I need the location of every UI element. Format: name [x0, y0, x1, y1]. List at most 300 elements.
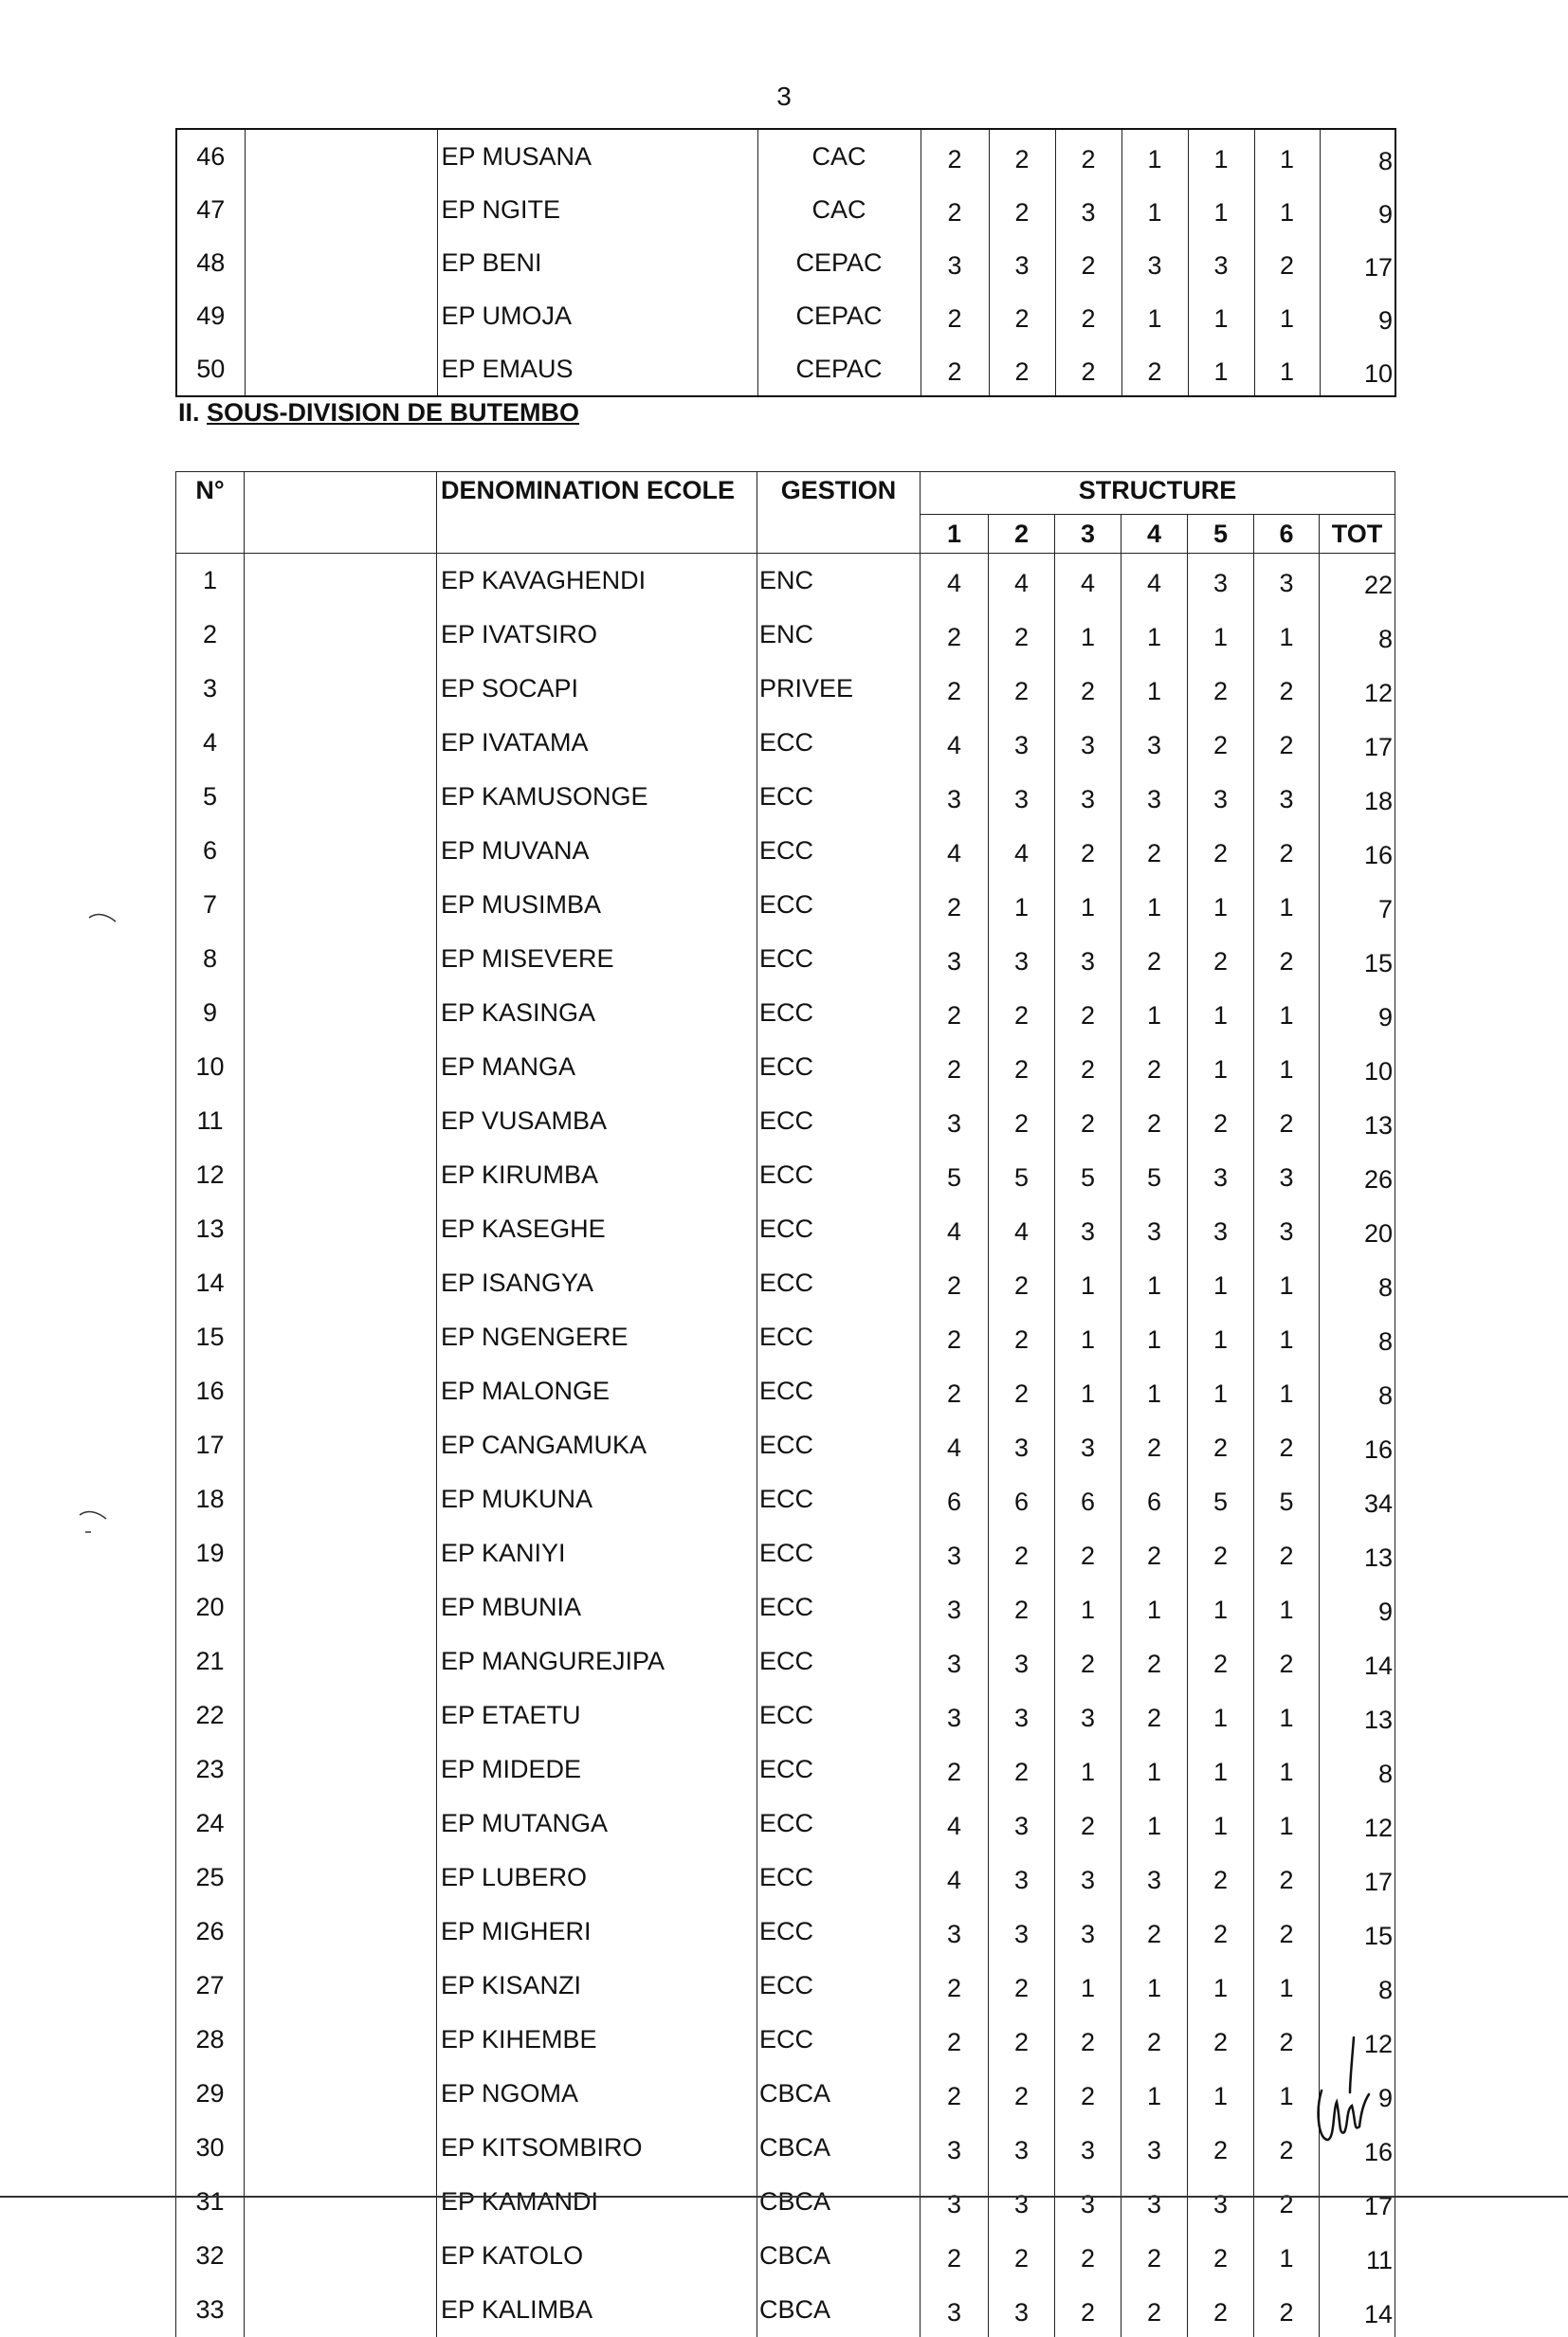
total-value: 8: [1320, 1310, 1395, 1364]
structure-value: 1: [1121, 1256, 1188, 1310]
structure-value: 3: [989, 236, 1055, 289]
structure-value: 1: [1121, 183, 1188, 236]
table-row: [176, 1256, 1395, 1310]
structure-value: 3: [921, 1526, 989, 1580]
table-row: [176, 1472, 1395, 1526]
structure-value: 3: [921, 2175, 989, 2229]
school-name: EP KISANZI: [437, 1959, 757, 2013]
row-number: 50: [176, 342, 245, 396]
structure-value: 1: [1121, 1580, 1188, 1634]
structure-value: 3: [1188, 1202, 1254, 1256]
structure-value: 2: [921, 342, 989, 396]
structure-value: 2: [1055, 1094, 1121, 1148]
structure-value: 3: [989, 1418, 1055, 1472]
structure-value: 1: [1121, 878, 1188, 932]
structure-value: 2: [921, 1040, 989, 1094]
structure-value: 2: [1121, 2229, 1188, 2283]
structure-value: 6: [921, 1472, 989, 1526]
structure-value: 2: [989, 2229, 1055, 2283]
blank-cell: [245, 1580, 437, 1634]
blank-cell: [245, 2013, 437, 2067]
structure-value: 3: [1055, 1689, 1121, 1743]
gestion-cell: ENC: [757, 554, 921, 609]
row-number: 24: [176, 1797, 245, 1851]
structure-value: 2: [1055, 1040, 1121, 1094]
total-value: 17: [1320, 236, 1395, 289]
school-name: EP IVATSIRO: [437, 608, 757, 662]
row-number: 11: [176, 1094, 245, 1148]
blank-cell: [245, 1472, 437, 1526]
gestion-cell: CAC: [757, 129, 921, 183]
row-number: 12: [176, 1148, 245, 1202]
table-row: [176, 1743, 1395, 1797]
structure-value: 3: [921, 2283, 989, 2337]
table-row: [176, 289, 1395, 342]
table-row: [176, 1689, 1395, 1743]
blank-cell: [245, 1634, 437, 1689]
school-name: EP KAMUSONGE: [437, 770, 757, 824]
gestion-cell: ECC: [757, 986, 921, 1040]
school-name: EP VUSAMBA: [437, 1094, 757, 1148]
structure-value: 3: [921, 1634, 989, 1689]
gestion-cell: ECC: [757, 1418, 921, 1472]
table-row: [176, 2229, 1395, 2283]
structure-value: 3: [989, 1905, 1055, 1959]
table-row: [176, 1905, 1395, 1959]
structure-value: 3: [921, 1905, 989, 1959]
structure-value: 3: [1121, 236, 1188, 289]
structure-value: 1: [1254, 1959, 1320, 2013]
blank-cell: [245, 1040, 437, 1094]
blank-cell: [245, 932, 437, 986]
structure-value: 2: [921, 183, 989, 236]
structure-value: 2: [1188, 2013, 1254, 2067]
structure-value: 1: [1121, 986, 1188, 1040]
structure-value: 1: [1121, 2067, 1188, 2121]
structure-value: 2: [1254, 2121, 1320, 2175]
structure-value: 1: [1188, 608, 1254, 662]
gestion-cell: ECC: [757, 1797, 921, 1851]
row-number: 7: [176, 878, 245, 932]
structure-value: 2: [1254, 1634, 1320, 1689]
structure-value: 1: [1188, 183, 1254, 236]
school-name: EP MIDEDE: [437, 1743, 757, 1797]
structure-value: 2: [1121, 1905, 1188, 1959]
school-name: EP MIGHERI: [437, 1905, 757, 1959]
header-total: TOT: [1320, 515, 1395, 554]
blank-cell: [245, 1526, 437, 1580]
structure-value: 1: [1254, 878, 1320, 932]
row-number: 5: [176, 770, 245, 824]
total-value: 17: [1320, 716, 1395, 770]
structure-value: 1: [1188, 1364, 1254, 1418]
gestion-cell: CEPAC: [757, 236, 921, 289]
structure-value: 2: [989, 1743, 1055, 1797]
structure-value: 1: [1254, 608, 1320, 662]
structure-value: 2: [989, 662, 1055, 716]
row-number: 16: [176, 1364, 245, 1418]
total-value: 9: [1320, 986, 1395, 1040]
total-value: 16: [1320, 2121, 1395, 2175]
table-row: [176, 716, 1395, 770]
gestion-cell: ECC: [757, 770, 921, 824]
total-value: 14: [1320, 2283, 1395, 2337]
structure-value: 2: [921, 2013, 989, 2067]
school-name: EP MUTANGA: [437, 1797, 757, 1851]
row-number: 32: [176, 2229, 245, 2283]
structure-value: 1: [1055, 1310, 1121, 1364]
structure-value: 2: [989, 1580, 1055, 1634]
total-value: 14: [1320, 1634, 1395, 1689]
structure-value: 3: [1055, 770, 1121, 824]
structure-value: 3: [989, 1634, 1055, 1689]
row-number: 10: [176, 1040, 245, 1094]
table-row: [176, 2067, 1395, 2121]
structure-value: 2: [1254, 2283, 1320, 2337]
gestion-cell: ECC: [757, 1094, 921, 1148]
blank-cell: [245, 1959, 437, 2013]
structure-value: 4: [921, 824, 989, 878]
structure-value: 1: [1188, 1689, 1254, 1743]
school-name: EP KATOLO: [437, 2229, 757, 2283]
structure-value: 1: [1188, 129, 1254, 183]
table-row: [176, 1202, 1395, 1256]
structure-value: 3: [1121, 770, 1188, 824]
structure-value: 3: [1188, 770, 1254, 824]
blank-cell: [245, 716, 437, 770]
school-name: EP MANGA: [437, 1040, 757, 1094]
blank-cell: [245, 1256, 437, 1310]
structure-value: 1: [1188, 289, 1254, 342]
blank-cell: [245, 1743, 437, 1797]
structure-value: 1: [1188, 878, 1254, 932]
structure-value: 2: [989, 1256, 1055, 1310]
structure-value: 1: [1188, 2067, 1254, 2121]
table-row: [176, 1418, 1395, 1472]
structure-value: 3: [921, 236, 989, 289]
row-number: 18: [176, 1472, 245, 1526]
structure-value: 2: [1055, 1526, 1121, 1580]
structure-value: 1: [1188, 1256, 1254, 1310]
structure-value: 2: [1121, 1526, 1188, 1580]
blank-cell: [245, 2283, 437, 2337]
total-value: 8: [1320, 608, 1395, 662]
structure-value: 3: [989, 932, 1055, 986]
table-row: [176, 770, 1395, 824]
structure-value: 2: [1121, 2283, 1188, 2337]
structure-value: 2: [1254, 662, 1320, 716]
structure-value: 2: [989, 129, 1055, 183]
structure-value: 1: [1254, 2067, 1320, 2121]
structure-value: 3: [1121, 716, 1188, 770]
structure-value: 2: [989, 1040, 1055, 1094]
structure-value: 3: [1055, 2175, 1121, 2229]
blank-cell: [245, 1689, 437, 1743]
table-row: [176, 2283, 1395, 2337]
school-name: EP MUSIMBA: [437, 878, 757, 932]
structure-value: 2: [989, 1364, 1055, 1418]
structure-value: 2: [1121, 932, 1188, 986]
school-name: EP MUVANA: [437, 824, 757, 878]
structure-value: 3: [1055, 716, 1121, 770]
structure-value: 2: [1188, 1526, 1254, 1580]
structure-value: 2: [1121, 1040, 1188, 1094]
total-value: 8: [1320, 1743, 1395, 1797]
structure-value: 3: [989, 2175, 1055, 2229]
structure-value: 2: [1254, 932, 1320, 986]
row-number: 8: [176, 932, 245, 986]
structure-value: 2: [1188, 1418, 1254, 1472]
table2-body: [176, 554, 1395, 2337]
table-row: [176, 1040, 1395, 1094]
row-number: 13: [176, 1202, 245, 1256]
structure-value: 1: [1188, 986, 1254, 1040]
structure-value: 1: [1055, 1580, 1121, 1634]
blank-cell: [245, 1364, 437, 1418]
footer-rule: [0, 2196, 1568, 2198]
blank-cell: [245, 1851, 437, 1905]
total-value: 17: [1320, 2175, 1395, 2229]
structure-value: 1: [1254, 183, 1320, 236]
structure-value: 4: [921, 554, 989, 609]
row-number: 25: [176, 1851, 245, 1905]
structure-value: 1: [1055, 1959, 1121, 2013]
structure-value: 1: [1055, 608, 1121, 662]
structure-value: 3: [921, 770, 989, 824]
structure-value: 3: [921, 2121, 989, 2175]
structure-value: 2: [921, 1959, 989, 2013]
structure-value: 1: [1254, 1689, 1320, 1743]
total-value: 11: [1320, 2229, 1395, 2283]
header-structure: STRUCTURE: [921, 472, 1395, 515]
school-name: EP NGOMA: [437, 2067, 757, 2121]
blank-cell: [245, 289, 437, 342]
structure-value: 1: [1188, 1310, 1254, 1364]
row-number: 26: [176, 1905, 245, 1959]
structure-value: 2: [1055, 662, 1121, 716]
structure-value: 4: [989, 1202, 1055, 1256]
row-number: 23: [176, 1743, 245, 1797]
section-label: SOUS-DIVISION DE BUTEMBO: [207, 398, 579, 427]
structure-value: 2: [1254, 1418, 1320, 1472]
table-row: [176, 878, 1395, 932]
row-number: 19: [176, 1526, 245, 1580]
structure-value: 2: [1188, 824, 1254, 878]
structure-value: 1: [1188, 342, 1254, 396]
structure-value: 6: [1055, 1472, 1121, 1526]
structure-value: 2: [921, 1364, 989, 1418]
header-gestion: GESTION: [757, 472, 921, 554]
school-name: EP UMOJA: [437, 289, 757, 342]
total-value: 15: [1320, 1905, 1395, 1959]
header-grade-col: 1: [921, 515, 989, 554]
school-name: EP KAMANDI: [437, 2175, 757, 2229]
structure-value: 3: [1254, 1148, 1320, 1202]
row-number: 14: [176, 1256, 245, 1310]
structure-value: 1: [1254, 986, 1320, 1040]
blank-cell: [245, 1094, 437, 1148]
row-number: 28: [176, 2013, 245, 2067]
header-denomination: DENOMINATION ECOLE: [437, 472, 757, 554]
structure-value: 2: [1188, 2229, 1254, 2283]
header-grade-col: 5: [1188, 515, 1254, 554]
structure-value: 3: [1188, 236, 1254, 289]
structure-value: 4: [921, 716, 989, 770]
structure-value: 2: [1188, 1905, 1254, 1959]
gestion-cell: ECC: [757, 1364, 921, 1418]
row-number: 21: [176, 1634, 245, 1689]
total-value: 7: [1320, 878, 1395, 932]
structure-value: 1: [1188, 1580, 1254, 1634]
gestion-cell: CBCA: [757, 2067, 921, 2121]
structure-value: 1: [1055, 878, 1121, 932]
structure-value: 2: [1188, 1851, 1254, 1905]
gestion-cell: CBCA: [757, 2175, 921, 2229]
structure-value: 2: [1055, 986, 1121, 1040]
total-value: 9: [1320, 2067, 1395, 2121]
structure-value: 2: [1254, 2013, 1320, 2067]
blank-cell: [245, 1148, 437, 1202]
structure-value: 6: [1121, 1472, 1188, 1526]
butembo-schools-table: [175, 471, 1395, 2337]
structure-value: 2: [921, 662, 989, 716]
table-row: [176, 1094, 1395, 1148]
school-name: EP LUBERO: [437, 1851, 757, 1905]
school-name: EP ETAETU: [437, 1689, 757, 1743]
row-number: 48: [176, 236, 245, 289]
structure-value: 1: [1121, 1364, 1188, 1418]
structure-value: 1: [1121, 1959, 1188, 2013]
structure-value: 3: [989, 770, 1055, 824]
total-value: 12: [1320, 2013, 1395, 2067]
structure-value: 1: [1121, 662, 1188, 716]
structure-value: 1: [1254, 289, 1320, 342]
gestion-cell: CBCA: [757, 2283, 921, 2337]
blank-cell: [245, 1797, 437, 1851]
blank-cell: [245, 1905, 437, 1959]
row-number: 33: [176, 2283, 245, 2337]
structure-value: 2: [1188, 716, 1254, 770]
total-value: 20: [1320, 1202, 1395, 1256]
structure-value: 1: [1254, 1040, 1320, 1094]
school-name: EP KITSOMBIRO: [437, 2121, 757, 2175]
blank-cell: [245, 1418, 437, 1472]
structure-value: 1: [1188, 1040, 1254, 1094]
structure-value: 1: [989, 878, 1055, 932]
gestion-cell: ECC: [757, 1743, 921, 1797]
gestion-cell: CBCA: [757, 2229, 921, 2283]
blank-cell: [245, 236, 437, 289]
structure-value: 2: [989, 1959, 1055, 2013]
blank-cell: [245, 129, 437, 183]
structure-value: 3: [989, 2283, 1055, 2337]
table-row: [176, 824, 1395, 878]
table-row: [176, 1148, 1395, 1202]
header-grade-col: 2: [989, 515, 1055, 554]
structure-value: 2: [989, 1526, 1055, 1580]
row-number: 20: [176, 1580, 245, 1634]
structure-value: 2: [921, 2067, 989, 2121]
total-value: 13: [1320, 1094, 1395, 1148]
total-value: 26: [1320, 1148, 1395, 1202]
structure-value: 1: [1254, 1364, 1320, 1418]
structure-value: 2: [1188, 1634, 1254, 1689]
blank-cell: [245, 2067, 437, 2121]
school-name: EP MISEVERE: [437, 932, 757, 986]
structure-value: 1: [1254, 1743, 1320, 1797]
structure-value: 2: [1055, 289, 1121, 342]
gestion-cell: ECC: [757, 716, 921, 770]
school-name: EP EMAUS: [437, 342, 757, 396]
blank-cell: [245, 662, 437, 716]
gestion-cell: ECC: [757, 1526, 921, 1580]
structure-value: 3: [921, 932, 989, 986]
structure-value: 6: [989, 1472, 1055, 1526]
section-title: [178, 398, 579, 428]
structure-value: 4: [1121, 554, 1188, 609]
structure-value: 2: [921, 1256, 989, 1310]
header-blank: [245, 472, 437, 554]
gestion-cell: CEPAC: [757, 289, 921, 342]
total-value: 9: [1320, 1580, 1395, 1634]
school-name: EP MBUNIA: [437, 1580, 757, 1634]
structure-value: 4: [921, 1797, 989, 1851]
blank-cell: [245, 878, 437, 932]
table-row: [176, 342, 1395, 396]
structure-value: 2: [1121, 824, 1188, 878]
structure-value: 3: [1188, 2175, 1254, 2229]
structure-value: 2: [1188, 662, 1254, 716]
total-value: 34: [1320, 1472, 1395, 1526]
structure-value: 5: [921, 1148, 989, 1202]
structure-value: 2: [921, 129, 989, 183]
gestion-cell: ECC: [757, 1202, 921, 1256]
total-value: 9: [1320, 183, 1395, 236]
blank-cell: [245, 608, 437, 662]
row-number: 15: [176, 1310, 245, 1364]
page-number: 3: [0, 82, 1568, 112]
margin-mark: [78, 1507, 116, 1545]
gestion-cell: ECC: [757, 932, 921, 986]
structure-value: 5: [989, 1148, 1055, 1202]
school-name: EP KASEGHE: [437, 1202, 757, 1256]
structure-value: 2: [989, 986, 1055, 1040]
structure-value: 4: [921, 1851, 989, 1905]
school-name: EP KIRUMBA: [437, 1148, 757, 1202]
table-row: [176, 1797, 1395, 1851]
total-value: 12: [1320, 662, 1395, 716]
header-grade-col: 4: [1121, 515, 1188, 554]
structure-value: 2: [1254, 1094, 1320, 1148]
structure-value: 2: [921, 289, 989, 342]
structure-value: 2: [1254, 1905, 1320, 1959]
structure-value: 2: [1254, 2175, 1320, 2229]
structure-value: 1: [1055, 1743, 1121, 1797]
total-value: 16: [1320, 824, 1395, 878]
blank-cell: [245, 342, 437, 396]
total-value: 10: [1320, 342, 1395, 396]
header-number: N°: [176, 472, 245, 554]
row-number: 2: [176, 608, 245, 662]
structure-value: 3: [1055, 183, 1121, 236]
school-name: EP IVATAMA: [437, 716, 757, 770]
structure-value: 3: [989, 1851, 1055, 1905]
structure-value: 1: [1188, 1797, 1254, 1851]
structure-value: 2: [989, 1310, 1055, 1364]
blank-cell: [245, 183, 437, 236]
school-name: EP MALONGE: [437, 1364, 757, 1418]
school-name: EP KANIYI: [437, 1526, 757, 1580]
